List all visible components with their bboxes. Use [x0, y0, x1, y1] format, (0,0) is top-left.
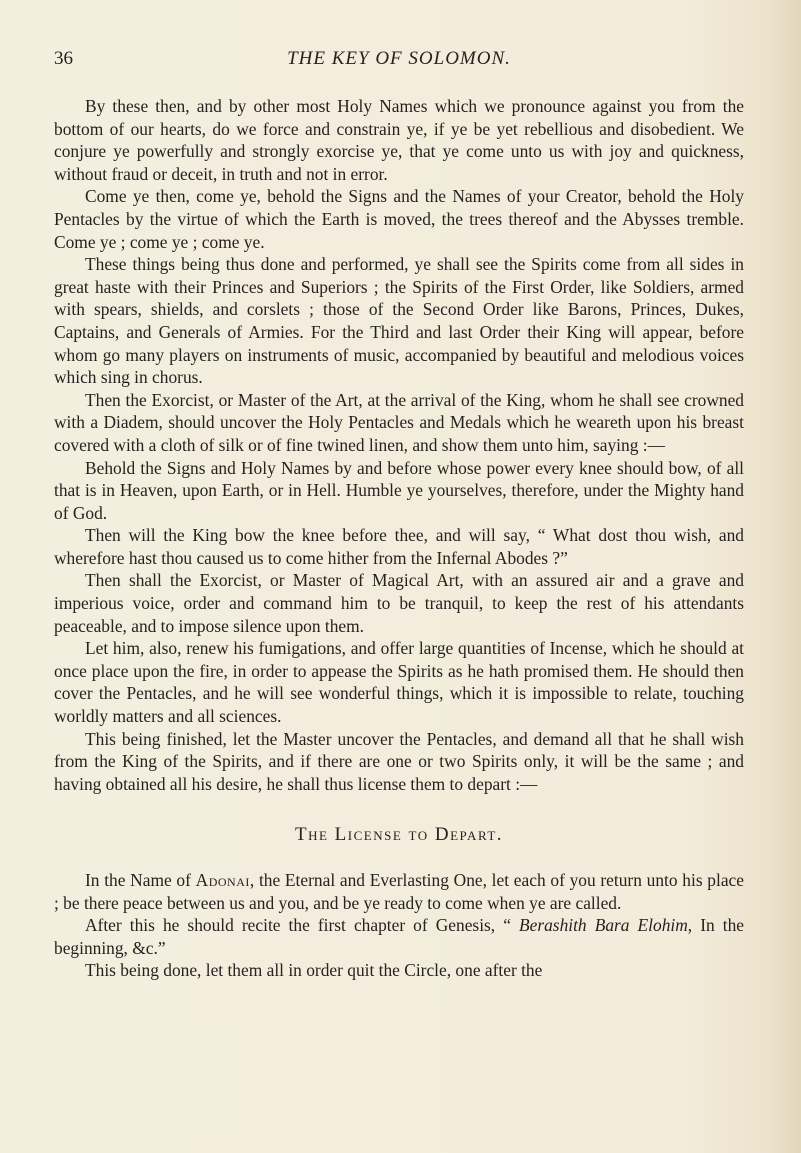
paragraph: These things being thus done and performed, ye shall see the Spirits come from all sides in great haste with their Princes and Superiors ; the Spirits of the First Order, like Soldiers, armed with spears, shields, and corslets ; those of the Second Order like Barons, Princes, Dukes, Captains, and Generals of Armies. For the Third and last Order their King will appear, before whom go many players on instruments of music, accompanied by beautiful and melodious voices which sing in chorus. — [54, 254, 744, 388]
page-header — [54, 48, 744, 78]
paragraph: Then shall the Exorcist, or Master of Magical Art, with an assured air and a grave and imperious voice, order and command him to be tranquil, to keep the rest of his attendants peaceable, and to impose silence upon them. — [54, 570, 744, 636]
text-run: , In the beginning, &c.” — [54, 915, 744, 958]
paragraph: Let him, also, renew his fumigations, and offer large quantities of Incense, which he should at once place upon the fire, in order to appease the Spirits as he hath promised them. He should then cover the Pentacles, and he will see wonderful things, which it is impossible to relate, touching worldly matters and all sciences. — [54, 638, 744, 727]
text-run: After this he should recite the first chapter of Genesis, “ — [85, 915, 519, 936]
license-paragraph — [54, 869, 744, 914]
italic-phrase: Berashith Bara Elohim — [519, 915, 688, 936]
paragraph: Behold the Signs and Holy Names by and before whose power every knee should bow, of all that is in Heaven, upon Earth, or in Hell. Humble ye yourselves, therefore, under the Mighty hand of God. — [54, 457, 744, 523]
paragraph: This being finished, let the Master uncover the Pentacles, and demand all that he shall wish from the King of the Spirits, and if there are one or two Spirits only, it will be the same ; and having obtained all his desire, he shall thus license them to depart :— — [54, 728, 744, 794]
paragraph: Then the Exorcist, or Master of the Art, at the arrival of the King, whom he shall see crowned with a Diadem, should uncover the Holy Pentacles and Medals which he weareth upon his breast covered with a cloth of silk or of fine twined linen, and show them unto him, saying :— — [54, 389, 744, 455]
license-paragraph: This being done, let them all in order quit the Circle, one after the — [85, 960, 543, 981]
divine-name: Adonai — [195, 870, 250, 890]
paragraph: By these then, and by other most Holy Names which we pronounce against you from the bottom of our hearts, do we force and constrain ye, if ye be yet rebellious and disobedient. We conjure ye powerfully and strongly exorcise ye, that ye come unto us with joy and quickness, without fraud or deceit, in truth and not in error. — [54, 96, 744, 184]
paragraph: Come ye then, come ye, behold the Signs and the Names of your Creator, behold the Holy Pentacles by the virtue of which the Earth is moved, the trees thereof and the Abysses tremble. Come ye ; come ye ; come ye. — [54, 186, 744, 252]
text-run: In the Name of — [85, 870, 196, 890]
section-heading: The License to Depart. — [294, 824, 504, 846]
paragraph: Then will the King bow the knee before thee, and will say, “ What dost thou wish, and wherefore hast thou caused us to come hither from the Infernal Abodes ?” — [54, 525, 744, 568]
running-title: THE KEY OF SOLOMON. — [287, 48, 511, 69]
license-paragraph — [54, 914, 744, 959]
body-text — [54, 95, 744, 982]
text-run: , the Eternal and Everlasting One, let each of you return unto his place ; be there peace between us and you, and be ye ready to come when ye are called. — [54, 870, 744, 913]
page-number: 36 — [54, 48, 73, 69]
